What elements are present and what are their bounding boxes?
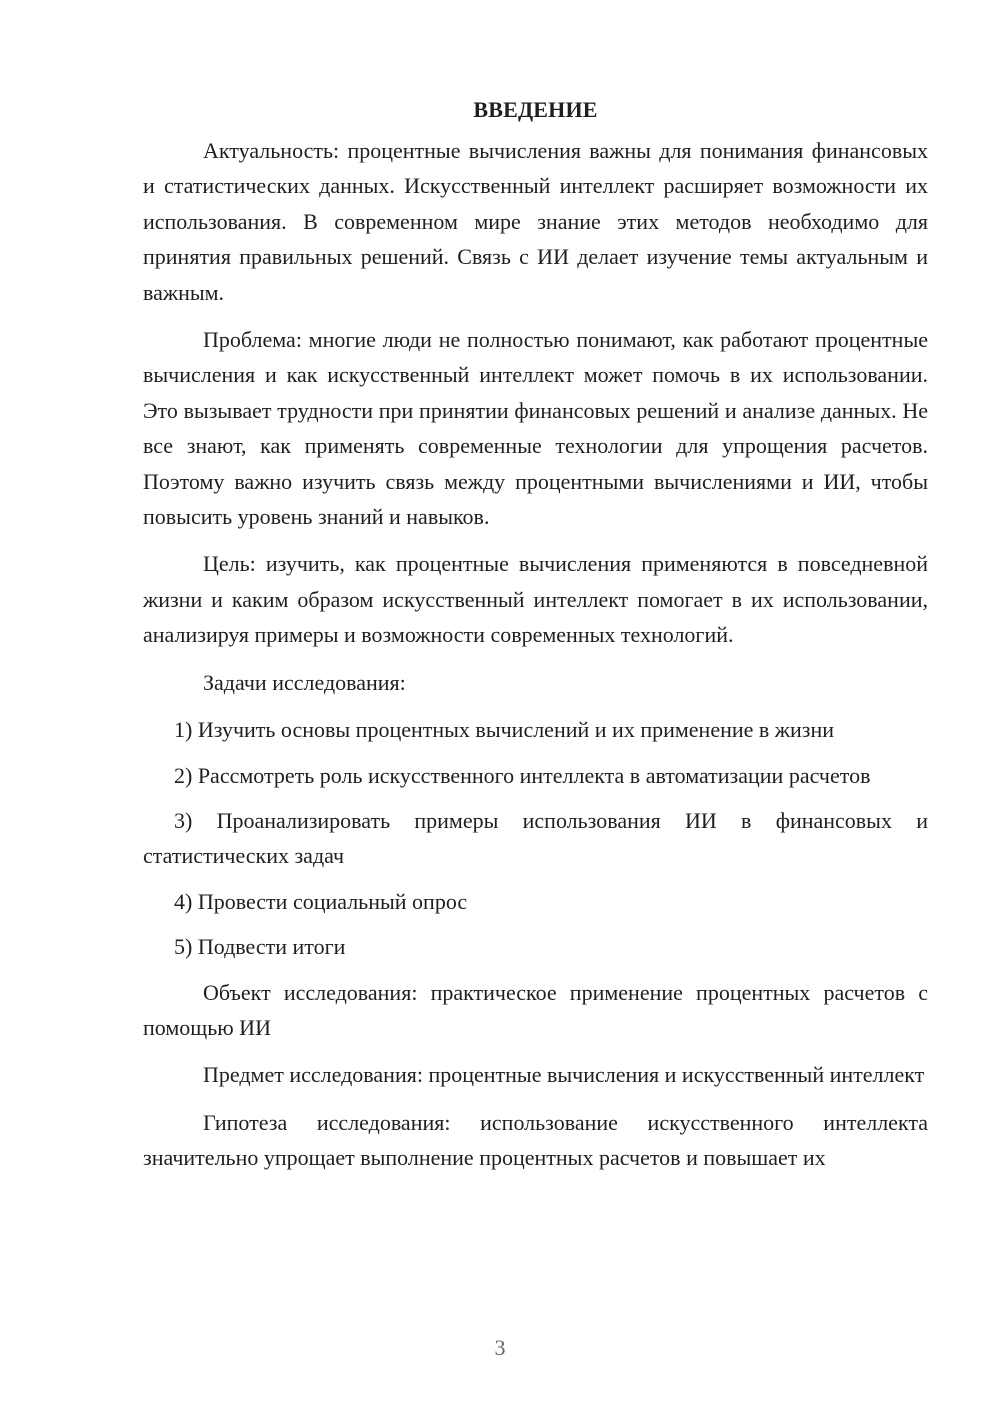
task-item: 3) Проанализировать примеры использования ИИ в финансовых и статистических задач [143,807,928,869]
tasks-heading: Задачи исследования: [203,669,406,695]
tasks-list [143,712,928,964]
subject-paragraph: Предмет исследования: процентные вычисления и искусственный интеллект [203,1062,925,1088]
task-item: 4) Провести социальный опрос [174,888,468,914]
object-paragraph: Объект исследования: практическое применение процентных расчетов с помощью ИИ [143,979,928,1040]
task-item: 1) Изучить основы процентных вычислений и их применение в жизни [174,717,834,743]
relevance-paragraph: Актуальность: процентные вычисления важны для понимания финансовых и статистических данных. Искусственный интеллект расширяет возможности их использования. В современном мире знание этих методов необходимо для принятия правильных решений. Связь с ИИ делает изучение темы актуальным и важным. [143,138,928,305]
task-item: 5) Подвести итоги [174,934,346,960]
problem-paragraph: Проблема: многие люди не полностью понимают, как работают процентные вычисления и как искусственный интеллект может помочь в их использовании. Это вызывает трудности при принятии финансовых решений и анализе данных. Не все знают, как применять современные технологии для упрощения расчетов. Поэтому важно изучить связь между процентными вычислениями и ИИ, чтобы повысить уровень знаний и навыков. [143,327,928,530]
section-title: ВВЕДЕНИЕ [473,97,598,122]
page-content [143,92,928,1188]
task-item: 2) Рассмотреть роль искусственного интеллекта в автоматизации расчетов [174,762,871,788]
goal-paragraph: Цель: изучить, как процентные вычисления применяются в повседневной жизни и каким образом искусственный интеллект помогает в их использовании, анализируя примеры и возможности современных технологий. [143,551,928,648]
page-number: 3 [494,1335,506,1360]
hypothesis-paragraph: Гипотеза исследования: использование искусственного интеллекта значительно упрощает выполнение процентных расчетов и повышает их [143,1109,928,1171]
